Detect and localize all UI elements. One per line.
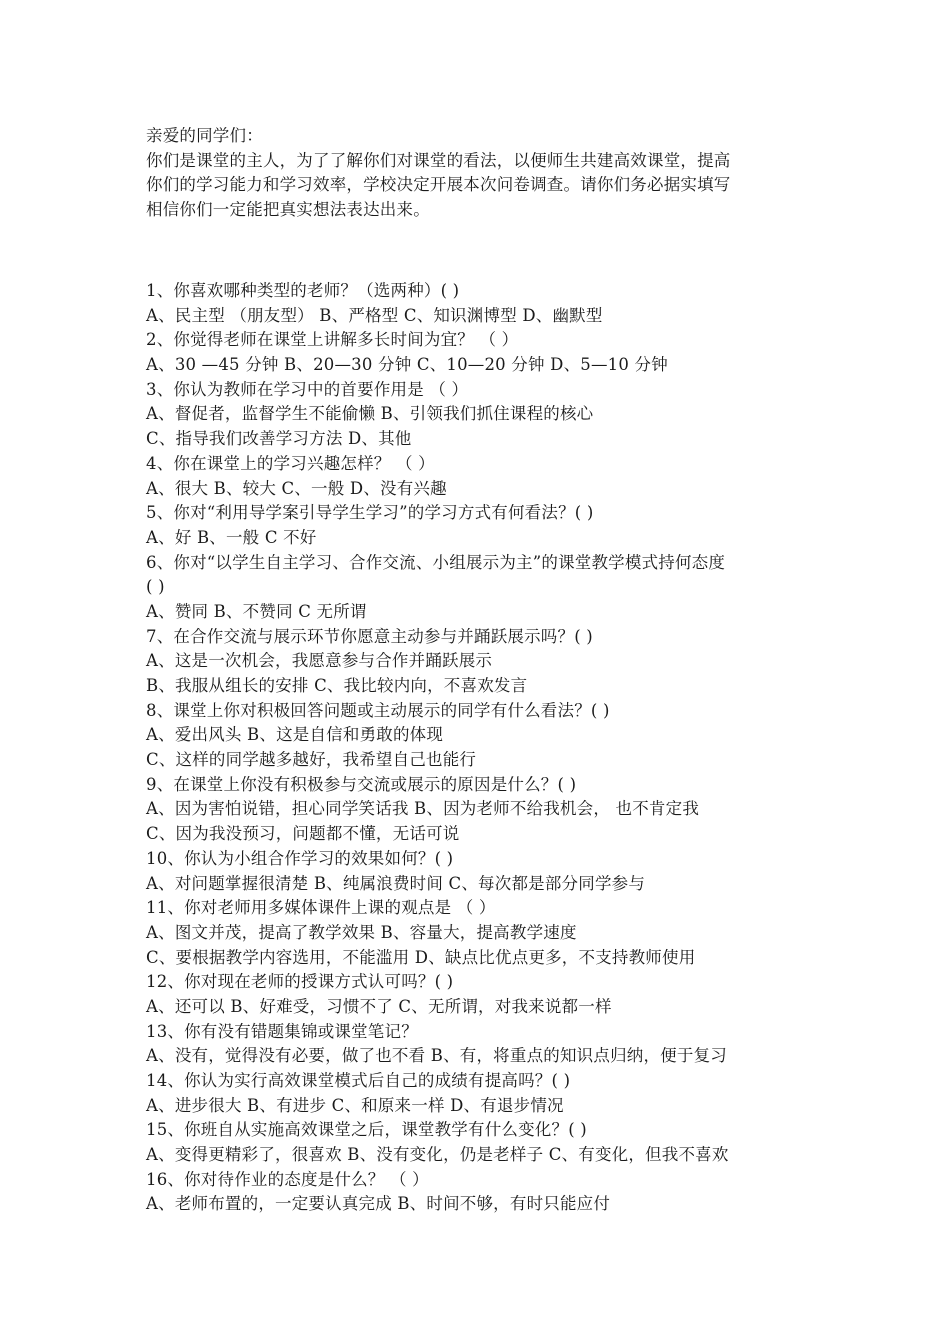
question-text: 13、你有没有错题集锦或课堂笔记？ (146, 1021, 418, 1041)
answer-options: B、我服从组长的安排 C、我比较内向，不喜欢发言 (146, 676, 528, 695)
answer-options: A、老师布置的，一定要认真完成 B、时间不够，有时只能应付 (146, 1194, 611, 1214)
question-text: ( ) (146, 577, 165, 597)
question-text: 10、你认为小组合作学习的效果如何？( ) (146, 848, 454, 868)
answer-options: A、30 —45 分钟 B、20—30 分钟 C、10—20 分钟 D、5—10 分钟 (146, 355, 668, 375)
intro-line: 你们是课堂的主人，为了了解你们对课堂的看法，以便师生共建高效课堂，提高 (146, 150, 731, 170)
answer-options: A、进步很大 B、有进步 C、和原来一样 D、有退步情况 (146, 1095, 564, 1115)
answer-options: A、对问题掌握很清楚 B、纯属浪费时间 C、每次都是部分同学参与 (146, 873, 646, 893)
answer-options: A、民主型 （朋友型） B、严格型 C、知识渊博型 D、幽默型 (146, 305, 603, 325)
answer-options: A、没有，觉得没有必要，做了也不看 B、有，将重点的知识点归纳，便于复习 (146, 1046, 727, 1066)
answer-options: A、图文并茂，提高了教学效果 B、容量大，提高教学速度 (146, 922, 577, 942)
answer-options: A、赞同 B、不赞同 C 无所谓 (146, 601, 367, 621)
answer-options: C、因为我没预习，问题都不懂，无话可说 (146, 824, 460, 844)
intro-line: 你们的学习能力和学习效率，学校决定开展本次问卷调查。请你们务必据实填写 (146, 175, 731, 194)
survey-page (146, 124, 816, 1217)
question-text: 11、你对老师用多媒体课件上课的观点是 （ ） (146, 898, 496, 918)
question-text: 9、在课堂上你没有积极参与交流或展示的原因是什么？( ) (146, 774, 577, 794)
question-text: 4、你在课堂上的学习兴趣怎样？ （ ） (146, 453, 435, 473)
question-text: 1、你喜欢哪种类型的老师？（选两种）( ) (146, 281, 460, 300)
question-text: 5、你对“利用导学案引导学生学习”的学习方式有何看法？( ) (146, 503, 594, 523)
answer-options: C、这样的同学越多越好，我希望自己也能行 (146, 750, 477, 770)
question-list (146, 279, 816, 1217)
answer-options: A、这是一次机会，我愿意参与合作并踊跃展示 (146, 651, 493, 671)
answer-options: A、爱出风头 B、这是自信和勇敢的体现 (146, 725, 444, 745)
intro-line: 相信你们一定能把真实想法表达出来。 (146, 199, 430, 219)
section-spacer (146, 222, 816, 279)
answer-options: A、还可以 B、好难受，习惯不了 C、无所谓，对我来说都一样 (146, 996, 612, 1016)
question-text: 8、课堂上你对积极回答问题或主动展示的同学有什么看法？( ) (146, 700, 610, 720)
question-text: 15、你班自从实施高效课堂之后，课堂教学有什么变化？( ) (146, 1120, 587, 1140)
question-text: 7、在合作交流与展示环节你愿意主动参与并踊跃展示吗？( ) (146, 626, 593, 646)
answer-options: A、因为害怕说错，担心同学笑话我 B、因为老师不给我机会， 也不肯定我 (146, 799, 700, 819)
answer-options: C、要根据教学内容选用，不能滥用 D、缺点比优点更多，不支持教师使用 (146, 947, 696, 967)
intro-section (146, 124, 816, 222)
question-text: 3、你认为教师在学习中的首要作用是 （ ） (146, 379, 469, 399)
question-text: 16、你对待作业的态度是什么？ （ ） (146, 1169, 429, 1189)
answer-options: A、督促者，监督学生不能偷懒 B、引领我们抓住课程的核心 (146, 404, 594, 424)
answer-options: A、很大 B、较大 C、一般 D、没有兴趣 (146, 478, 447, 498)
question-text: 12、你对现在老师的授课方式认可吗？( ) (146, 972, 454, 992)
answer-options: C、指导我们改善学习方法 D、其他 (146, 429, 412, 449)
question-text: 6、你对“以学生自主学习、合作交流、小组展示为主”的课堂教学模式持何态度 (146, 552, 726, 572)
answer-options: A、变得更精彩了，很喜欢 B、没有变化，仍是老样子 C、有变化，但我不喜欢 (146, 1145, 729, 1165)
question-text: 2、你觉得老师在课堂上讲解多长时间为宜？ （ ） (146, 330, 519, 350)
answer-options: A、好 B、一般 C 不好 (146, 527, 317, 547)
greeting-line: 亲爱的同学们： (146, 126, 263, 145)
question-text: 14、你认为实行高效课堂模式后自己的成绩有提高吗？( ) (146, 1071, 571, 1090)
